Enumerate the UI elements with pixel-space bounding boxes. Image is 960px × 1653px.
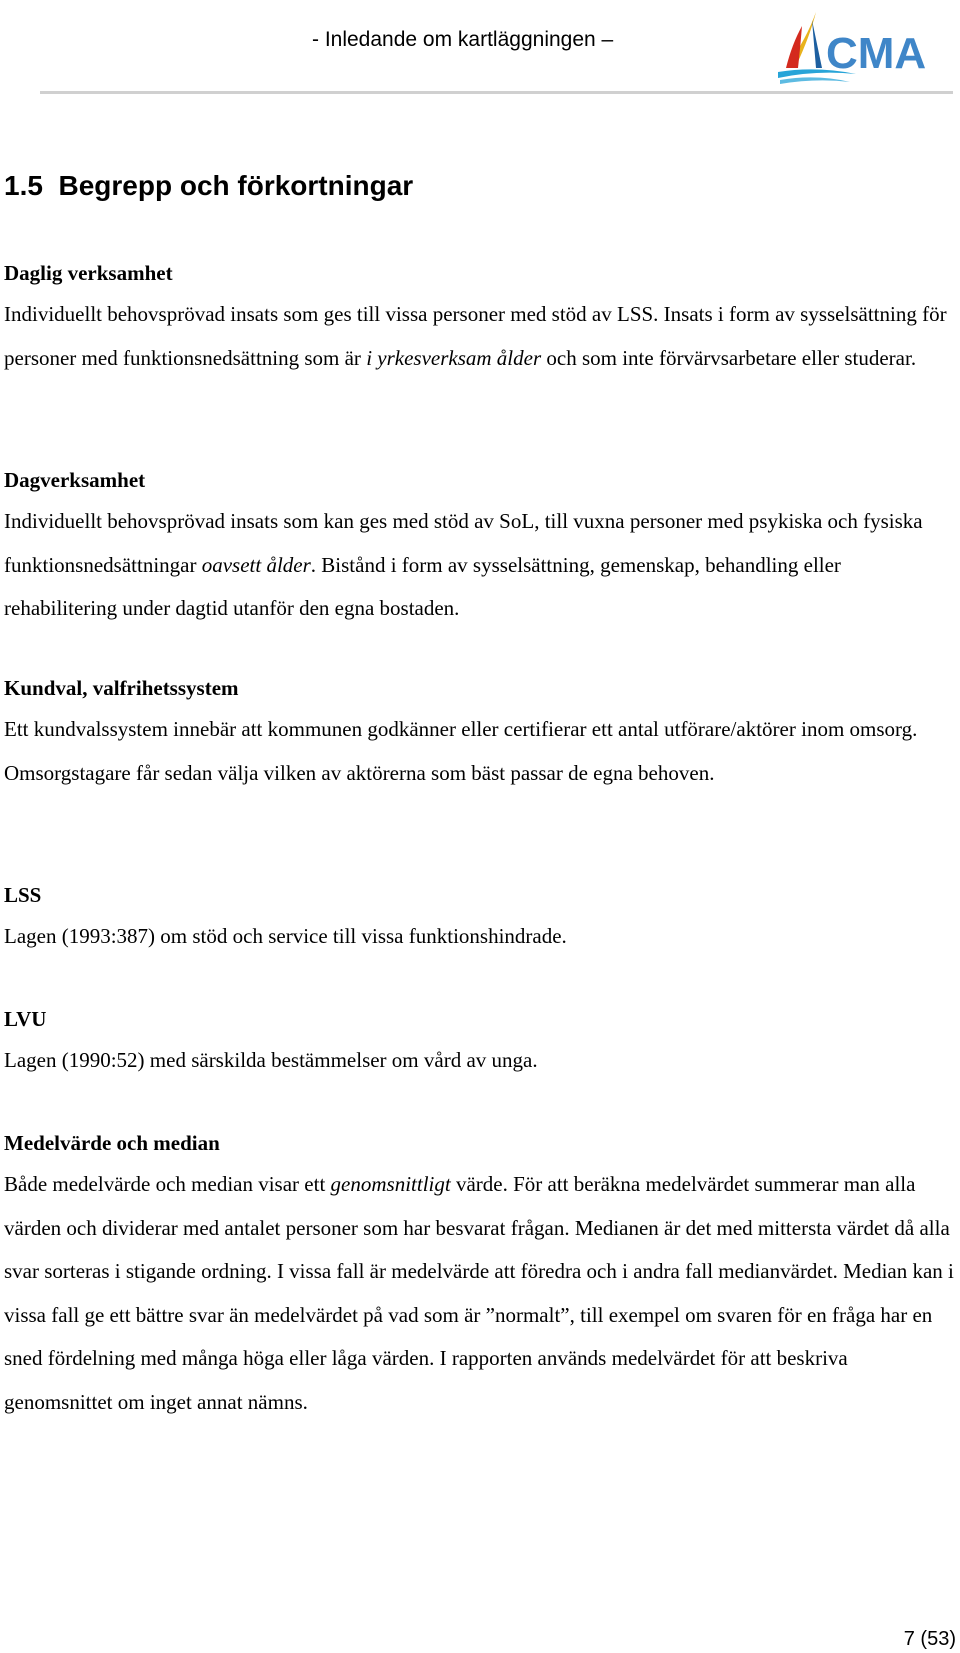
section-title: Begrepp och förkortningar	[58, 170, 414, 201]
term-medelvarde-median: Medelvärde och median	[4, 1131, 220, 1155]
definition-lss: Lagen (1993:387) om stöd och service till vissa funktionshindrade.	[4, 924, 567, 948]
section-heading	[4, 170, 413, 202]
term-dagverksamhet: Dagverksamhet	[4, 468, 146, 492]
term-lss: LSS	[4, 883, 42, 907]
cma-logo	[776, 6, 952, 86]
logo-text: CMA	[826, 29, 927, 78]
term-lvu: LVU	[4, 1007, 47, 1031]
definition-medelvarde-median: Både medelvärde och median visar ett genomsnittligt värde. För att beräkna medelvärdet summerar man alla värden och dividerar med antalet personer som har besvarat frågan. Medianen är det med mittersta värdet då alla svar sorteras i stigande ordning. I vissa fall är medelvärde att föredra och i andra fall medianvärdet. Median kan i vissa fall ge ett bättre svar än medelvärdet på vad som är ”normalt”, till exempel om svaren för en fråga har en sned fördelning med många höga eller låga värden. I rapporten används medelvärdet för att beskriva genomsnittet om inget annat nämns.	[4, 1172, 954, 1414]
header-divider	[40, 91, 953, 94]
page-number: 7 (53)	[903, 1628, 956, 1650]
term-kundval: Kundval, valfrihetssystem	[4, 676, 239, 700]
definition-dagverksamhet: Individuellt behovsprövad insats som kan ges med stöd av SoL, till vuxna personer med psykiska och fysiska funktionsnedsättningar oavsett ålder. Bistånd i form av sysselsättning, gemenskap, behandling eller rehabilitering under dagtid utanför den egna bostaden.	[4, 509, 923, 620]
definition-daglig-verksamhet: Individuellt behovsprövad insats som ges till vissa personer med stöd av LSS. Insats i form av sysselsättning för personer med funktionsnedsättning som är i yrkesverksam ålder och som inte förvärvsarbetare eller studerar.	[4, 302, 947, 370]
section-number: 1.5	[4, 170, 43, 201]
term-daglig-verksamhet: Daglig verksamhet	[4, 261, 173, 285]
definition-lvu: Lagen (1990:52) med särskilda bestämmelser om vård av unga.	[4, 1048, 538, 1072]
definition-kundval: Ett kundvalssystem innebär att kommunen godkänner eller certifierar ett antal utförare/aktörer inom omsorg. Omsorgstagare får sedan välja vilken av aktörerna som bäst passar de egna behoven.	[4, 717, 918, 785]
header-title: - Inledande om kartläggningen –	[312, 28, 614, 51]
